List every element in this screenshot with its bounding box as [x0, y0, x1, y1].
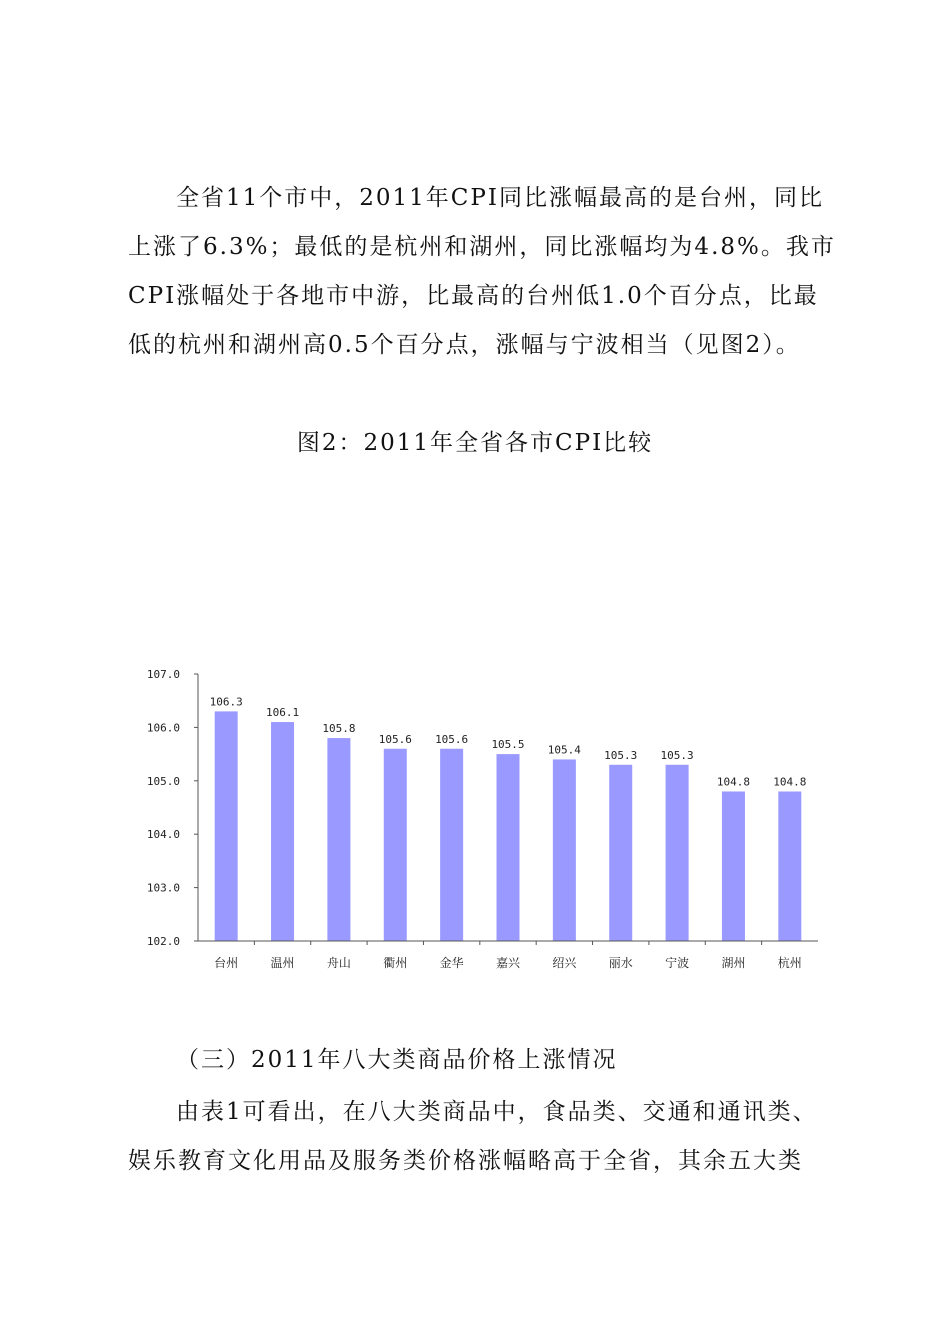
bar: [666, 765, 689, 941]
paragraph-line: 低的杭州和湖州高0.5个百分点，涨幅与宁波相当（见图2）。: [128, 332, 801, 358]
paragraph-line: 娱乐教育文化用品及服务类价格涨幅略高于全省，其余五大类: [128, 1148, 803, 1174]
paragraph-line: 上涨了6.3%；最低的是杭州和湖州，同比涨幅均为4.8%。我市: [128, 234, 836, 260]
bar: [440, 749, 463, 941]
y-tick-label: 104.0: [146, 828, 180, 842]
y-axis: [147, 668, 198, 948]
bar-value-label: 105.3: [660, 748, 694, 762]
y-tick-label: 105.0: [146, 774, 180, 788]
bar-value-label: 105.3: [604, 748, 638, 762]
paragraph-line: 由表1可看出，在八大类商品中，食品类、交通和通讯类、: [176, 1099, 818, 1125]
bar: [271, 722, 294, 941]
body-paragraph: [128, 1088, 848, 1186]
x-category-label: 衢州: [383, 956, 408, 970]
x-axis: [198, 941, 818, 970]
paragraph-line: CPI涨幅处于各地市中游，比最高的台州低1.0个百分点，比最: [128, 283, 819, 309]
x-category-label: 宁波: [665, 956, 690, 970]
bar-value-label: 105.6: [378, 732, 412, 746]
bars: [210, 695, 807, 941]
bar: [609, 765, 632, 941]
paragraph-line: 全省11个市中，2011年CPI同比涨幅最高的是台州，同比: [176, 185, 824, 211]
x-category-label: 绍兴: [552, 956, 577, 970]
bar-value-label: 106.3: [209, 695, 243, 709]
x-category-label: 温州: [270, 956, 295, 970]
y-tick-label: 102.0: [146, 935, 180, 948]
bar-value-label: 105.6: [435, 732, 469, 746]
x-category-label: 金华: [439, 956, 464, 970]
bar-value-label: 105.8: [322, 722, 356, 736]
intro-paragraph: [128, 174, 848, 370]
x-category-label: 湖州: [721, 956, 746, 970]
bar: [722, 791, 745, 941]
x-category-label: 杭州: [777, 956, 802, 970]
x-category-label: 台州: [214, 956, 239, 970]
cpi-bar-chart: [130, 660, 830, 980]
bar: [553, 759, 576, 941]
y-tick-label: 106.0: [146, 721, 180, 735]
y-tick-label: 107.0: [146, 668, 180, 681]
bar: [384, 749, 407, 941]
bar-value-label: 104.8: [773, 775, 807, 789]
bar-value-label: 106.1: [265, 706, 300, 720]
bar: [497, 754, 520, 941]
bar-value-label: 105.5: [491, 738, 525, 752]
bar-value-label: 105.4: [547, 743, 581, 757]
x-category-label: 嘉兴: [495, 956, 521, 970]
x-category-label: 舟山: [326, 956, 351, 970]
figure-title: 图2：2011年全省各市CPI比较: [296, 430, 654, 456]
bar: [215, 711, 238, 941]
bar: [327, 738, 350, 941]
bar-value-label: 104.8: [716, 775, 751, 789]
bar: [778, 791, 801, 941]
y-tick-label: 103.0: [146, 881, 180, 895]
x-category-label: 丽水: [608, 956, 633, 970]
section-heading: （三）2011年八大类商品价格上涨情况: [176, 1047, 618, 1073]
